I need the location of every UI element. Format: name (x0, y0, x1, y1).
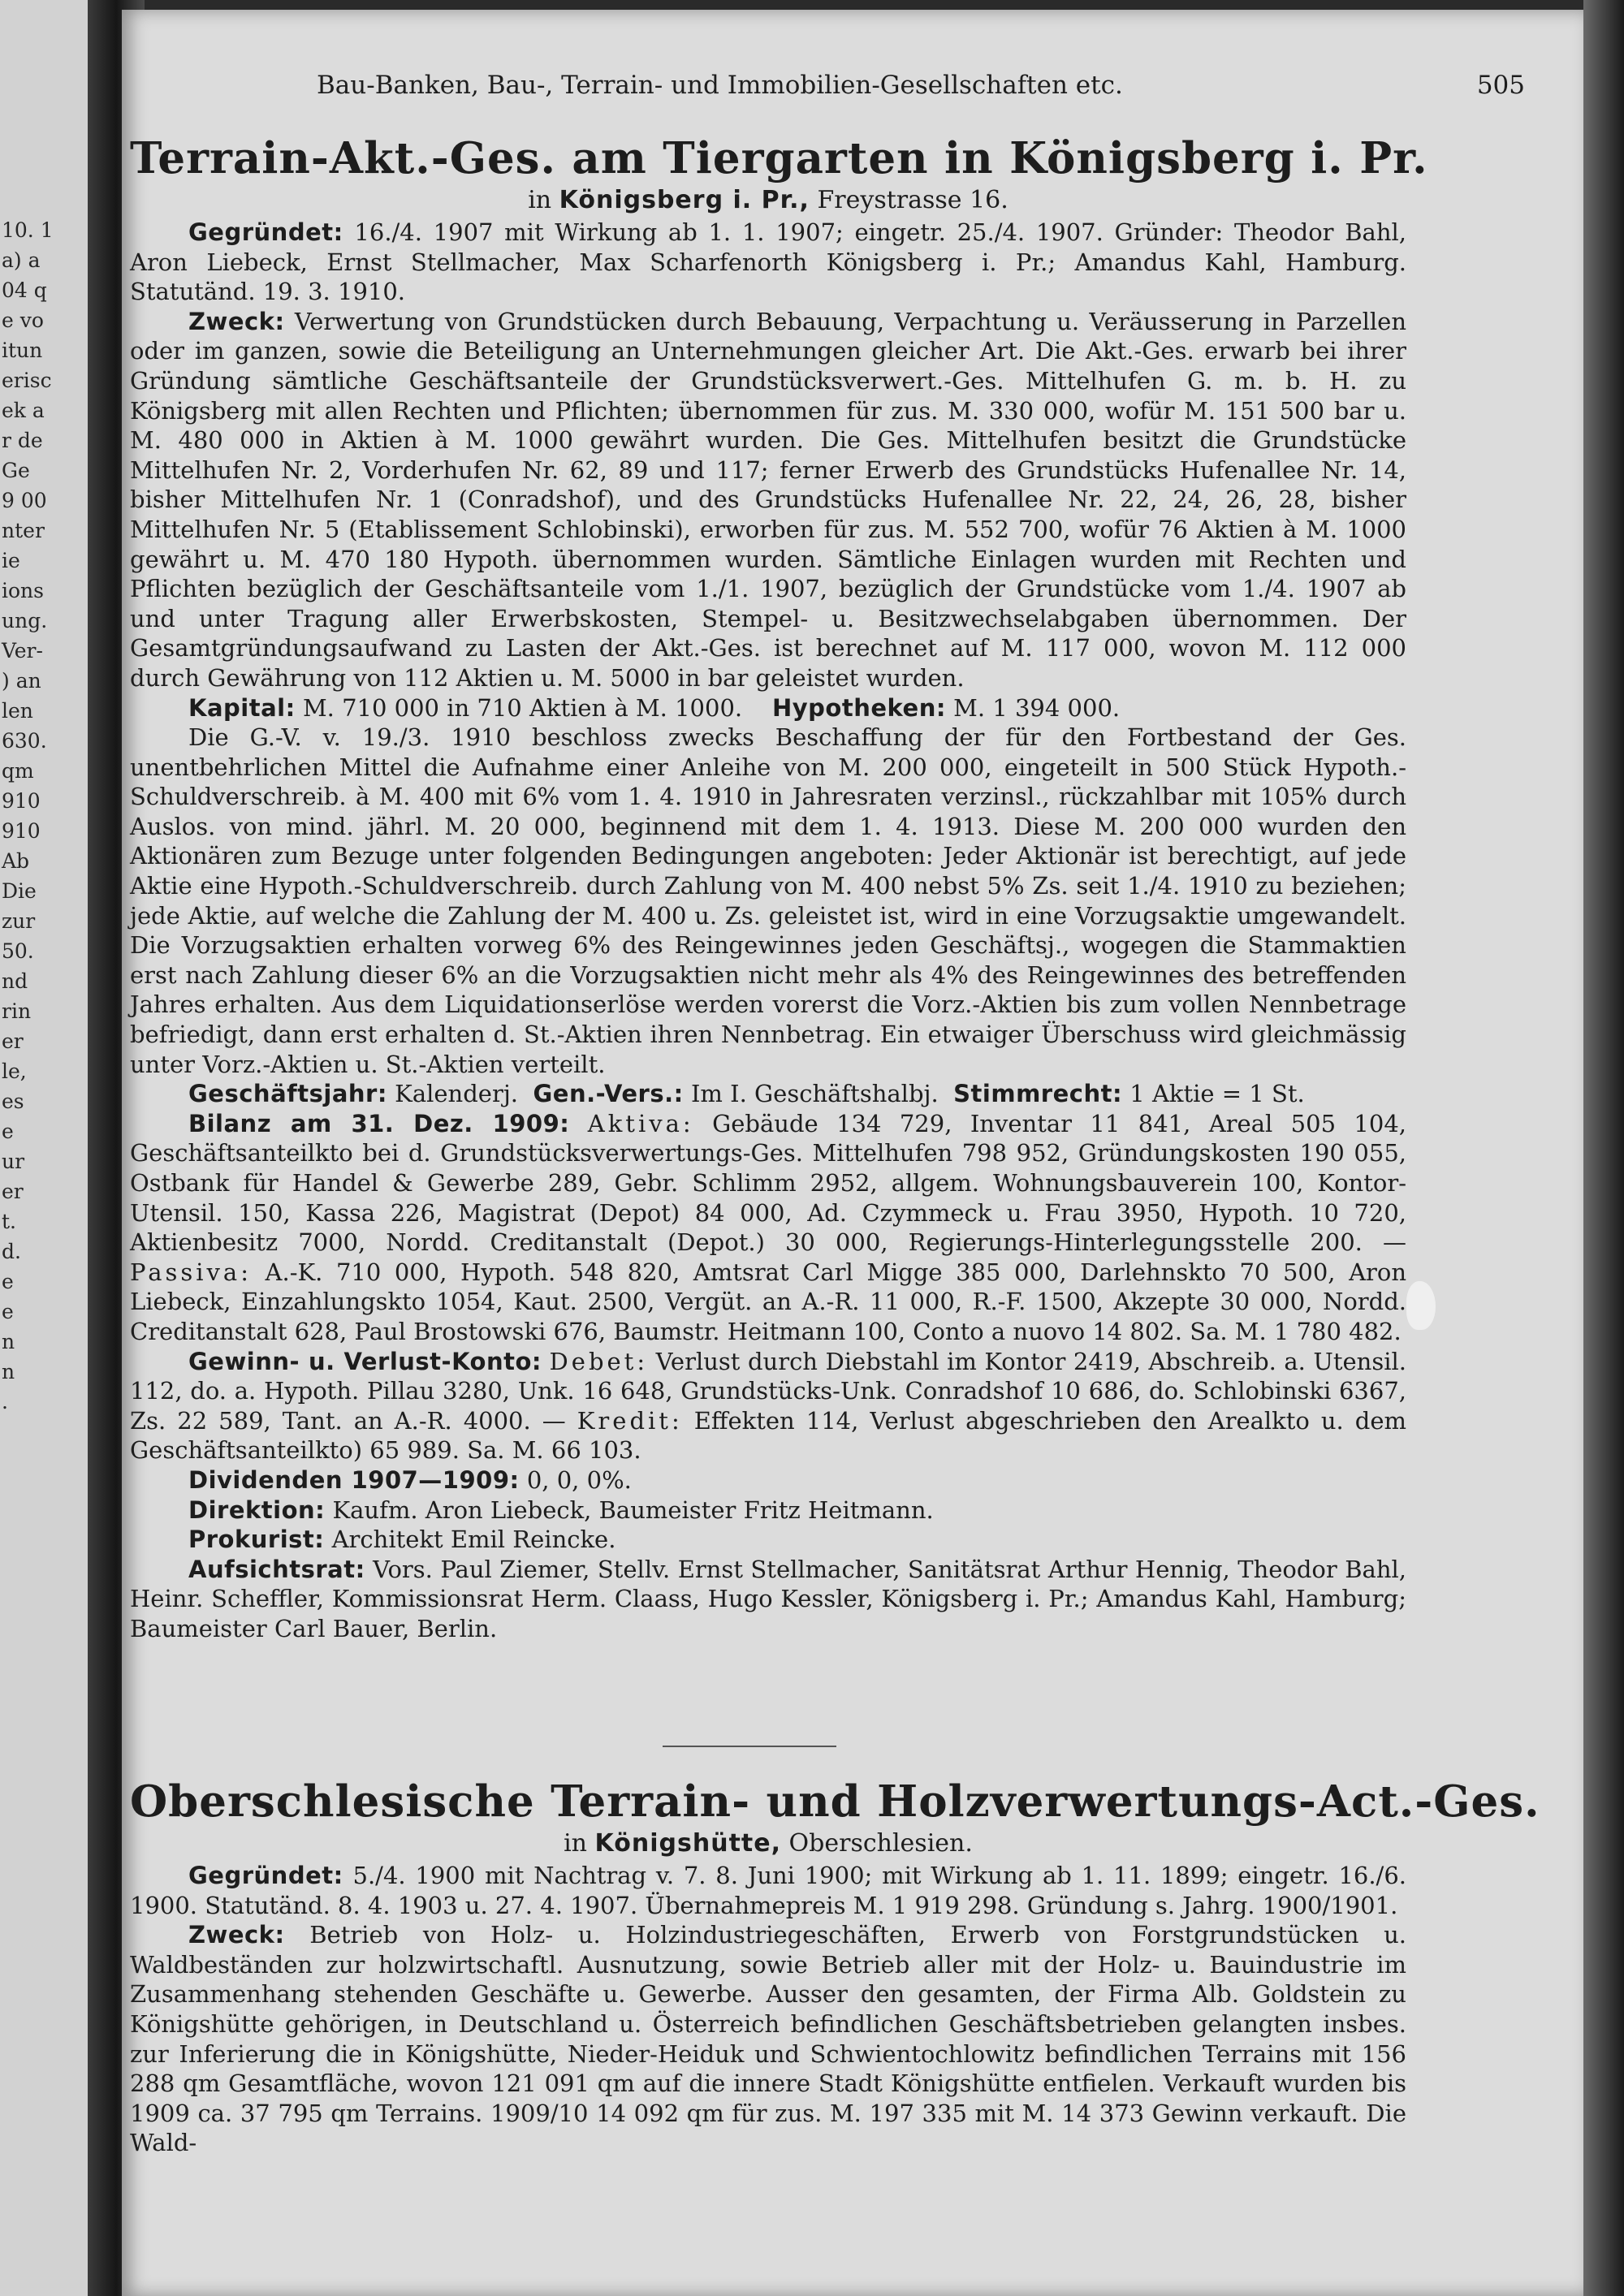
prev-page-fragment: e (2, 1120, 14, 1143)
prev-page-fragment: nter (2, 519, 45, 542)
prev-page-fragment: ek a (2, 399, 45, 422)
prev-page-fragment: len (2, 699, 33, 723)
dividenden-text: 0, 0, 0%. (526, 1465, 632, 1494)
prev-page-fragment: ie (2, 549, 20, 572)
genvers-text: Im I. Geschäftshalbj. (690, 1080, 939, 1108)
prev-page-fragment: zur (2, 909, 36, 933)
gegruendet-label: Gegründet: (188, 1862, 343, 1889)
kapital-paragraph (130, 693, 1406, 723)
firm-title: Oberschlesische Terrain- und Holzverwertungs-Act.-Ges. (130, 1776, 1540, 1827)
debet-text: Verlust durch Diebstahl im Kontor 2419, Abschreib. a. Utensil. 112, do. a. Hypoth. Pillau 3280, Unk. 16 648, Grundstücks-Unk. Conradshof 10 686, do. Schlobinski 6367, Zs. 22 589, Tant. an A.-R. 4000. — (130, 1347, 1406, 1435)
gegruendet-label: Gegründet: (188, 218, 343, 246)
page-edge-shadow (1583, 0, 1624, 2296)
hypotheken-label: Hypotheken: (772, 693, 946, 722)
aktiva-label: Aktiva: (587, 1109, 694, 1137)
section-divider (663, 1746, 836, 1747)
paper-speck (1406, 1281, 1436, 1330)
passiva-text: A.-K. 710 000, Hypoth. 548 820, Amtsrat Carl Migge 385 000, Darlehnskto 70 500, Aron Liebeck, Einzahlungskto 1054, Kaut. 2500, Vergüt. an A.-R. 11 000, R.-F. 1500, Akzepte 30 000, Nordd. Creditanstalt 628, Paul Brostowski 676, Baumstr. Heitmann 100, Conto a nuovo 14 802. Sa. M. 1 780 482. (130, 1258, 1407, 1345)
prev-page-fragment: ) an (2, 669, 41, 693)
guv-paragraph (130, 1347, 1406, 1465)
direktion-paragraph (130, 1495, 1406, 1526)
guv-label: Gewinn- u. Verlust-Konto: (188, 1347, 542, 1375)
prokurist-text: Architekt Emil Reincke. (331, 1526, 616, 1554)
previous-page-edge (0, 0, 88, 2296)
kapital-text: M. 710 000 in 710 Aktien à M. 1000. (302, 693, 743, 722)
prev-page-fragment: n (2, 1360, 15, 1383)
bilanz-paragraph (130, 1109, 1406, 1347)
prev-page-fragment: e (2, 1300, 14, 1323)
prev-page-fragment: 910 (2, 819, 41, 843)
prev-page-fragment: Ge (2, 459, 30, 482)
firm-seat (130, 185, 1406, 216)
firm-seat (130, 1828, 1406, 1859)
zweck-text: Verwertung von Grundstücken durch Bebauung, Verpachtung u. Veräusserung in Parzellen oder im ganzen, sowie die Beteiligung an Unternehmungen gleicher Art. Die Akt.-Ges. erwarb bei ihrer Gründung sämtliche Geschäftsanteile der Grundstücksverwert.-Ges. Mittelhufen G. m. b. H. zu Königsberg mit allen Rechten und Pflichten; übernommen für zus. M. 330 000, wofür M. 151 500 bar u. M. 480 000 in Aktien à M. 1000 gewährt wurden. Die Ges. Mittelhufen besitzt die Grundstücke Mittelhufen Nr. 2, Vorderhufen Nr. 62, 89 und 117; ferner Erwerb des Grundstücks Hufenallee Nr. 14, bisher Mittelhufen Nr. 1 (Conradshof), und des Grundstücks Hufenallee Nr. 22, 24, 26, 28, bisher Mittelhufen Nr. 5 (Etablissement Schlobinski), erworben für zus. M. 552 700, wofür 76 Aktien à M. 1000 gewährt u. M. 470 180 Hypoth. übernommen wurden. Sämtliche Einlagen wurden mit Rechten und Pflichten bezüglich der Geschäftsanteile vom 1./1. 1907, bezüglich der Grundstücke vom 1./4. 1907 ab und unter Tragung aller Erwerbskosten, Stempel- u. Besitzwechselabgaben übernommen. Der Gesamtgründungsaufwand zu Lasten der Akt.-Ges. ist berechnet auf M. 117 000, wovon M. 112 000 durch Gewährung von 112 Aktien u. M. 5000 in bar geleistet wurden. (130, 307, 1407, 692)
prev-page-fragment: er (2, 1180, 24, 1203)
prev-page-fragment: 10. 1 (2, 218, 54, 242)
dividenden-paragraph (130, 1465, 1406, 1495)
bilanz-label: Bilanz am 31. Dez. 1909: (188, 1109, 570, 1137)
prev-page-fragment: ung. (2, 609, 48, 632)
gegruendet-paragraph (130, 1861, 1406, 1920)
zweck-paragraph (130, 307, 1406, 693)
entry-oberschlesische-terrain (130, 1775, 1540, 2158)
prev-page-fragment: es (2, 1090, 24, 1113)
seat-prefix: in (528, 186, 552, 214)
gegruendet-text: 16./4. 1907 mit Wirkung ab 1. 1. 1907; eingetr. 25./4. 1907. Gründer: Theodor Bahl, Aron Liebeck, Ernst Stellmacher, Max Scharfenorth Königsberg i. Pr.; Amandus Kahl, Hamburg. Statutänd. 19. 3. 1910. (130, 218, 1406, 306)
prev-page-fragment: er (2, 1029, 24, 1053)
prev-page-fragment: a) a (2, 248, 41, 272)
prev-page-fragment: 630. (2, 729, 47, 753)
prev-page-fragment: qm (2, 759, 34, 783)
aktiva-text: Gebäude 134 729, Inventar 11 841, Areal 505 104, Geschäftsanteilkto bei d. Grundstücksverwertungs-Ges. Mittelhufen 798 952, Gründungskosten 190 055, Ostbank für Handel & Gewerbe 289, Gebr. Schlimm 2952, allgem. Wohnungsbauverein 100, Kontor-Utensil. 150, Kassa 226, Magistrat (Depot) 84 000, Ad. Czymmeck u. Frau 3950, Hypoth. 10 720, Aktienbesitz 7000, Nordd. Creditanstalt (Depot.) 30 000, Regierungs-Hinterlegungsstelle 200. — (130, 1109, 1407, 1257)
prev-page-fragment: erisc (2, 369, 52, 392)
firm-title: Terrain-Akt.-Ges. am Tiergarten in Königsberg i. Pr. (130, 133, 1428, 183)
prev-page-fragment: Ver- (2, 639, 43, 662)
zweck-text: Betrieb von Holz- u. Holzindustriegeschäften, Erwerb von Forstgrundstücken u. Waldbeständen zur holzwirtschaftl. Ausnutzung, sowie Betrieb aller mit der Holz- u. Bauindustrie im Zusammenhang stehenden Geschäfte u. Gewerbe. Ausser den gesamten, der Firma Alb. Goldstein zu Königshütte gehörigen, in Deutschland u. Österreich befindlichen Geschäftsbetrieben gelangten insbes. zur Inferierung die in Königshütte, Nieder-Heiduk und Schwientochlowitz befindlichen Terrains mit 156 288 qm Gesamtfläche, wovon 121 091 qm auf die innere Stadt Königshütte entfielen. Verkauft wurden bis 1909 ca. 37 795 qm Terrains. 1909/10 14 092 qm für zus. M. 197 335 mit M. 14 373 Gewinn verkauft. Die Wald- (130, 1921, 1406, 2157)
debet-label: Debet: (549, 1347, 649, 1375)
hypotheken-text: M. 1 394 000. (953, 693, 1121, 722)
prev-page-fragment: d. (2, 1240, 21, 1263)
prev-page-fragment: e (2, 1270, 14, 1293)
geschaeftsjahr-paragraph (130, 1079, 1406, 1109)
prev-page-fragment: r de (2, 429, 43, 452)
prokurist-label: Prokurist: (188, 1526, 325, 1554)
direktion-text: Kaufm. Aron Liebeck, Baumeister Fritz Heitmann. (332, 1495, 934, 1524)
prev-page-fragment: ur (2, 1150, 25, 1173)
prev-page-fragment: 50. (2, 939, 34, 963)
prev-page-fragment: t. (2, 1210, 16, 1233)
direktion-label: Direktion: (188, 1495, 326, 1524)
prev-page-fragment: Die (2, 879, 37, 903)
seat-city: Königshütte, (594, 1829, 781, 1858)
dividenden-label: Dividenden 1907—1909: (188, 1465, 520, 1494)
stimmrecht-text: 1 Aktie = 1 St. (1129, 1080, 1305, 1108)
zweck-label: Zweck: (188, 1921, 285, 1949)
prev-page-fragment: rin (2, 999, 32, 1023)
kredit-label: Kredit: (577, 1406, 683, 1435)
page-number: 505 (1476, 71, 1525, 100)
aufsichtsrat-text: Vors. Paul Ziemer, Stellv. Ernst Stellmacher, Sanitätsrat Arthur Hennig, Theodor Bahl, Heinr. Scheffler, Kommissionsrat Herm. Claass, Hugo Kessler, Königsberg i. Pr.; Amandus Kahl, Hamburg; Baumeister Carl Bauer, Berlin. (130, 1555, 1406, 1642)
seat-address: Oberschlesien. (788, 1829, 973, 1858)
aufsichtsrat-paragraph (130, 1555, 1406, 1644)
prev-page-fragment: le, (2, 1060, 27, 1083)
prev-page-fragment: . (2, 1390, 8, 1413)
prev-page-fragment: Ab (2, 849, 30, 873)
stimmrecht-label: Stimmrecht: (953, 1080, 1123, 1108)
entry-terrain-akt-ges-tiergarten (130, 132, 1428, 1644)
gegruendet-text: 5./4. 1900 mit Nachtrag v. 7. 8. Juni 1900; mit Wirkung ab 1. 11. 1899; eingetr. 16./6. 1900. Statutänd. 8. 4. 1903 u. 27. 4. 1907. Übernahmepreis M. 1 919 298. Gründung s. Jahrg. 1900/1901. (130, 1862, 1406, 1919)
prev-page-fragment: e vo (2, 309, 44, 332)
kredit-text: Effekten 114, Verlust abgeschrieben den Arealkto u. dem Geschäftsanteilkto) 65 989. Sa. M. 66 103. (130, 1406, 1407, 1465)
prokurist-paragraph (130, 1525, 1406, 1555)
gv-paragraph (130, 723, 1406, 1079)
prev-page-fragment: itun (2, 339, 43, 362)
gv-text: Die G.-V. v. 19./3. 1910 beschloss zwecks Beschaffung der für den Fortbestand der Ges. unentbehrlichen Mittel die Aufnahme einer Anleihe von M. 200 000, eingeteilt in 500 Stück Hypoth.-Schuldverschreib. à M. 400 mit 6% vom 1. 4. 1910 in Jahresraten verzinsl., rückzahlbar mit 105% durch Auslos. von mind. jährl. M. 20 000, beginnend mit dem 1. 4. 1913. Diese M. 200 000 wurden den Aktionären zum Bezuge unter folgenden Bedingungen angeboten: Jeder Aktionär ist berechtigt, auf jede Aktie eine Hypoth.-Schuldverschreib. durch Zahlung von M. 400 nebst 5% Zs. seit 1./4. 1910 zu beziehen; jede Aktie, auf welche die Zahlung der M. 400 u. Zs. geleistet ist, wird in eine Vorzugsaktie umgewandelt. Die Vorzugsaktien erhalten vorweg 6% des Reingewinnes jeden Geschäftsj., wogegen die Stammaktien erst nach Zahlung dieser 6% an die Vorzugsaktien nicht mehr als 4% des Reingewinnes des betreffenden Jahres erhalten. Aus dem Liquidationserlöse werden vorerst die Vorz.-Aktien bis zum vollen Nennbetrage befriedigt, dann erst erhalten d. St.-Aktien ihren Nennbetrag. Ein etwaiger Überschuss wird gleichmässig unter Vorz.-Aktien u. St.-Aktien verteilt. (130, 723, 1406, 1078)
prev-page-fragment: 9 00 (2, 489, 47, 512)
running-head (195, 65, 1525, 106)
zweck-label: Zweck: (188, 307, 285, 335)
passiva-label: Passiva: (130, 1258, 252, 1286)
gegruendet-paragraph (130, 218, 1406, 307)
genvers-label: Gen.-Vers.: (533, 1080, 684, 1108)
seat-city: Königsberg i. Pr., (559, 186, 810, 214)
seat-address: Freystrasse 16. (817, 186, 1009, 214)
prev-page-fragment: 910 (2, 789, 41, 813)
aufsichtsrat-label: Aufsichtsrat: (188, 1555, 365, 1583)
zweck-paragraph (130, 1920, 1406, 2158)
seat-prefix: in (564, 1829, 587, 1858)
prev-page-fragment: ions (2, 579, 44, 602)
prev-page-fragment: n (2, 1330, 15, 1353)
prev-page-fragment: 04 q (2, 278, 47, 302)
kapital-label: Kapital: (188, 693, 296, 722)
geschaeftsjahr-text: Kalenderj. (395, 1080, 519, 1108)
prev-page-fragment: nd (2, 969, 28, 993)
geschaeftsjahr-label: Geschäftsjahr: (188, 1080, 387, 1108)
running-head-title: Bau-Banken, Bau-, Terrain- und Immobilien-Gesellschaften etc. (317, 71, 1123, 100)
